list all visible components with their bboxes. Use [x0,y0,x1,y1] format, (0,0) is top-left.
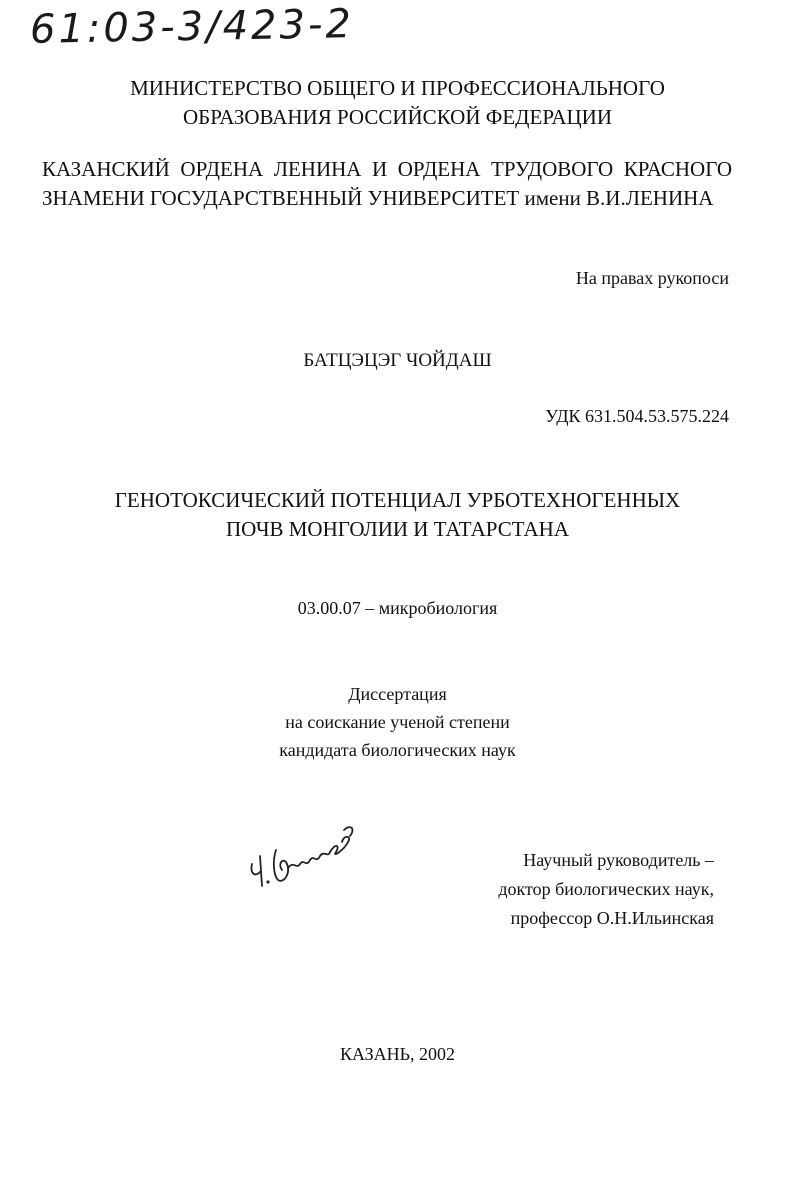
dissertation-title [0,486,795,544]
author-name: БАТЦЭЦЭГ ЧОЙДАШ [303,350,492,371]
advisor-line-1: Научный руководитель – [523,850,714,870]
degree-line-1: Диссертация [348,684,447,704]
author-signature [244,812,364,892]
title-line-2: ПОЧВ МОНГОЛИИ И ТАТАРСТАНА [226,517,569,541]
university-line-2: ЗНАМЕНИ ГОСУДАРСТВЕННЫЙ УНИВЕРСИТЕТ имени В.И.ЛЕНИНА [42,186,714,210]
university-line-1: КАЗАНСКИЙ ОРДЕНА ЛЕНИНА И ОРДЕНА ТРУДОВОГО КРАСНОГО [42,157,732,181]
advisor-line-3: профессор О.Н.Ильинская [510,908,714,928]
degree-block [0,680,795,764]
specialty: 03.00.07 – микробиология [297,598,498,618]
archive-number: 61:03-3/423-2 [29,1,355,53]
udk-code: УДК 631.504.53.575.224 [545,406,729,426]
degree-line-3: кандидата биологических наук [279,740,516,760]
degree-line-2: на соискание ученой степени [285,712,510,732]
advisor-line-2: доктор биологических наук, [498,879,714,899]
ministry-line-1: МИНИСТЕРСТВО ОБЩЕГО И ПРОФЕССИОНАЛЬНОГО [130,76,665,100]
ministry-heading [0,74,795,132]
ministry-line-2: ОБРАЗОВАНИЯ РОССИЙСКОЙ ФЕДЕРАЦИИ [183,105,612,129]
title-line-1: ГЕНОТОКСИЧЕСКИЙ ПОТЕНЦИАЛ УРБОТЕХНОГЕННЫХ [114,488,681,512]
city-year: КАЗАНЬ, 2002 [340,1044,455,1064]
manuscript-rights-note: На правах рукопоси [575,268,729,288]
university-heading [42,155,732,213]
scientific-advisor [470,846,714,933]
